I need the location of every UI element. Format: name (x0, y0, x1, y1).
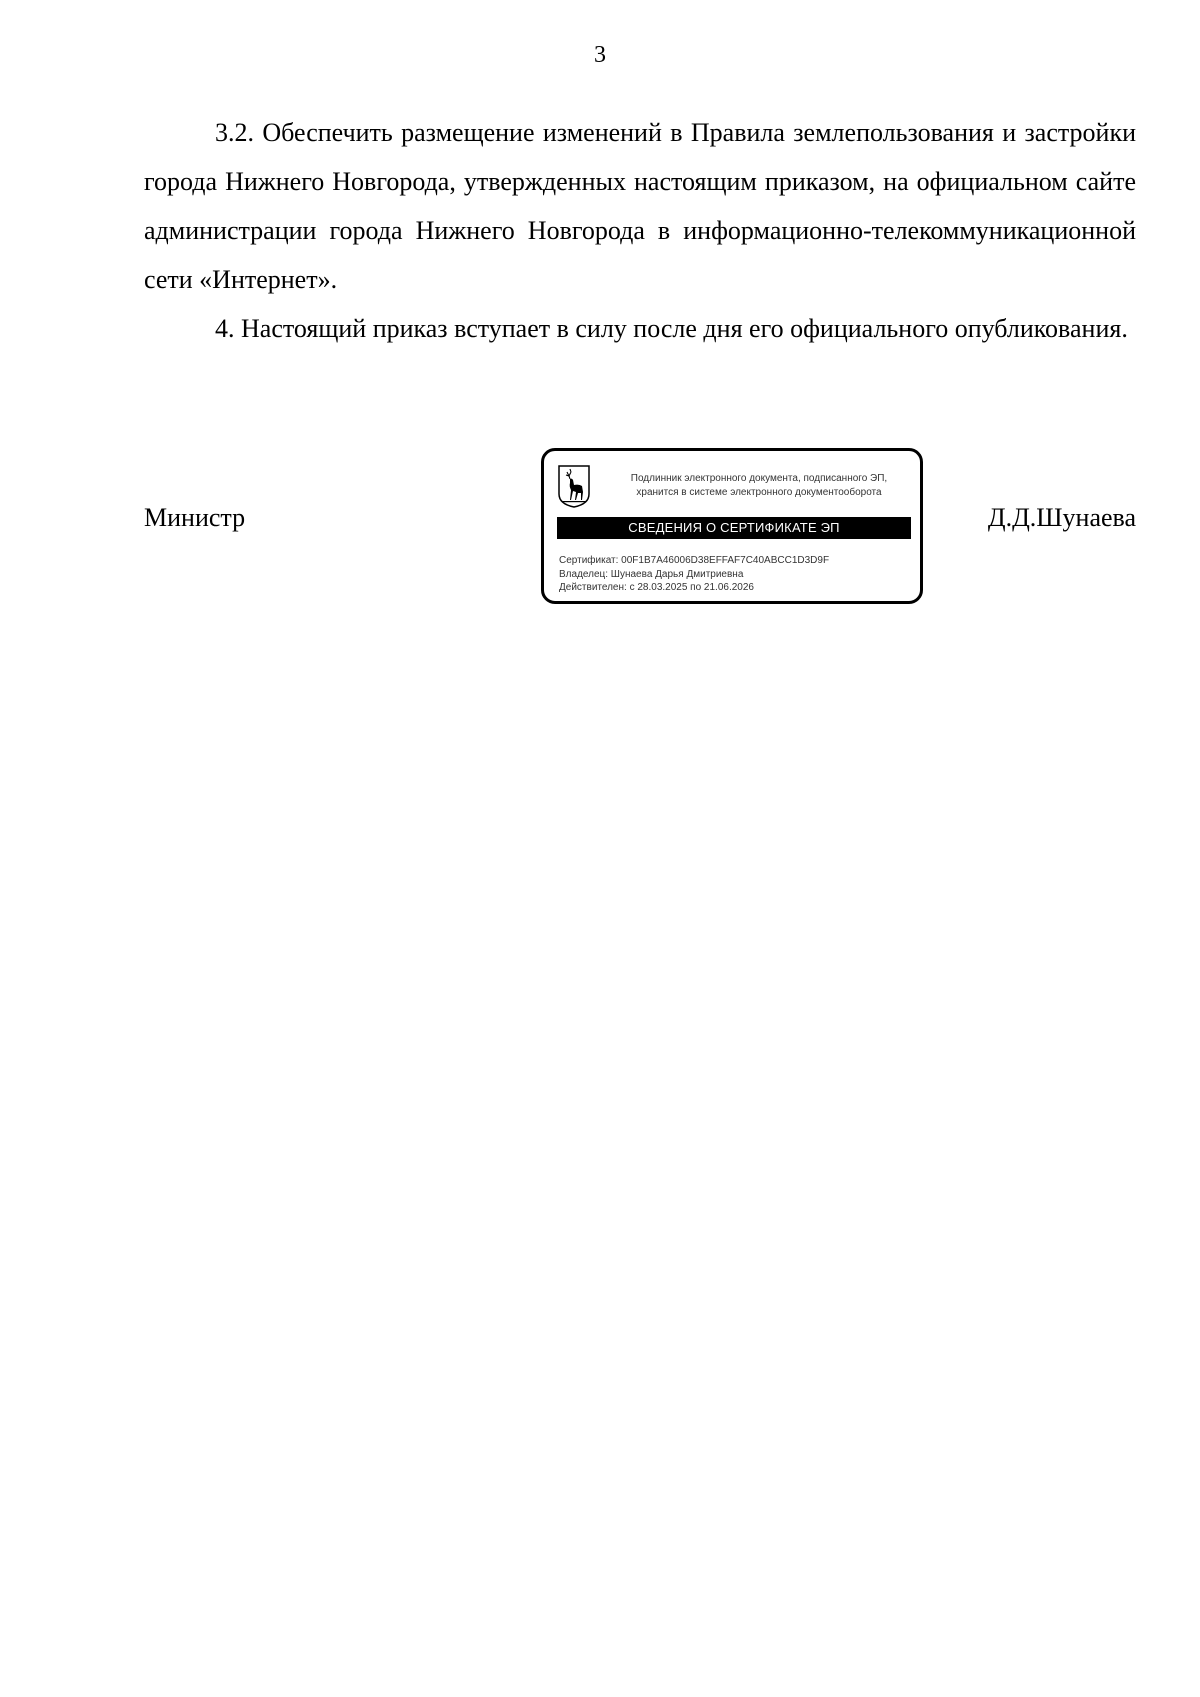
stamp-header-line1: Подлинник электронного документа, подписанного ЭП, (630, 473, 888, 484)
signatory-position: Министр (144, 503, 246, 532)
deer-coat-of-arms-icon (557, 464, 591, 508)
document-body (144, 108, 1136, 353)
paragraph-3-2: 3.2. Обеспечить размещение изменений в Правила землепользования и застройки города Нижнего Новгорода, утвержденных настоящим приказом, на официальном сайте администрации города Нижнего Новгорода в информационно-телекоммуникационной сети «Интернет». (144, 118, 1136, 294)
page-number: 3 (594, 42, 606, 68)
stamp-details (559, 554, 909, 595)
certificate-owner: Владелец: Шунаева Дарья Дмитриевна (559, 568, 744, 580)
certificate-validity: Действителен: с 28.03.2025 по 21.06.2026 (559, 582, 754, 593)
paragraph-4: 4. Настоящий приказ вступает в силу после дня его официального опубликования. (215, 314, 1128, 343)
stamp-header-line2: хранится в системе электронного документооборота (636, 487, 882, 498)
stamp-certificate-title: СВЕДЕНИЯ О СЕРТИФИКАТЕ ЭП (557, 517, 911, 539)
stamp-header (604, 472, 914, 500)
electronic-signature-stamp (541, 448, 923, 604)
certificate-number: Сертификат: 00F1B7A46006D38EFFAF7C40ABCC1D3D9F (559, 555, 830, 566)
signatory-name: Д.Д.Шунаева (987, 503, 1136, 532)
